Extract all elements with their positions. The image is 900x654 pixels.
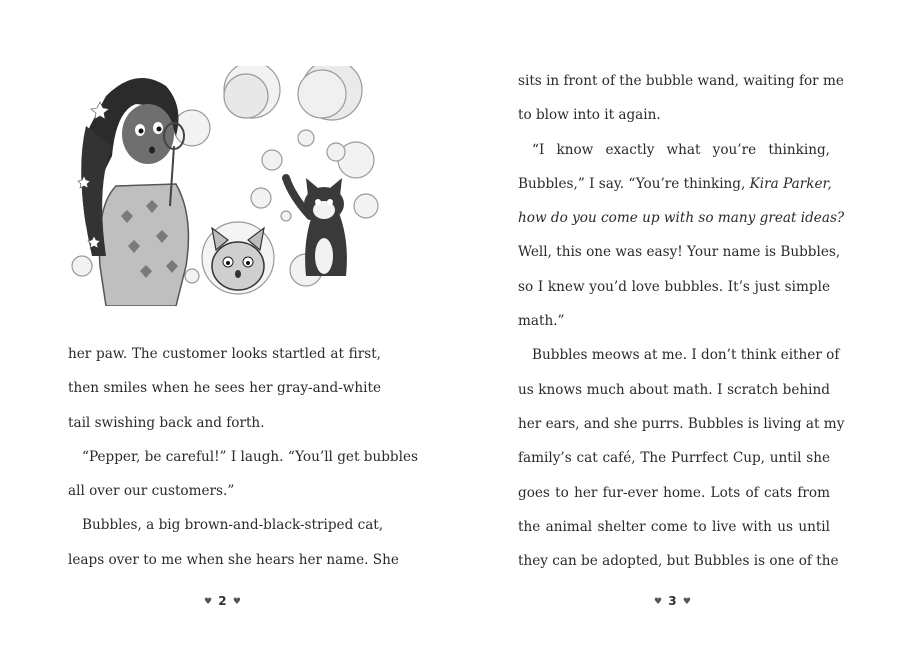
text-line: “I know exactly what you’re thinking, [532,141,830,158]
text-line: her paw. The customer looks startled at first, [68,346,381,362]
text-line: to blow into it again. [518,107,661,124]
heart-icon: ♥ [654,597,664,607]
heart-icon: ♥ [682,597,692,607]
right-page-text [518,64,845,578]
text-line: how do you come up with so many great ideas? [518,210,845,227]
left-page-text [68,337,418,577]
text-line: math.” [518,313,565,330]
text-line: Bubbles meows at me. I don’t think either of [532,347,840,364]
page-number-left [204,594,242,608]
text-line: “Pepper, be careful!” I laugh. “You’ll get bubbles [82,448,418,465]
text-line: tail swishing back and forth. [68,414,265,431]
text-line: the animal shelter come to live with us until [518,518,830,535]
text-line: Well, this one was easy! Your name is Bubbles, [518,244,841,261]
text-line: leaps over to me when she hears her name. She [68,551,399,568]
text-line: goes to her fur-ever home. Lots of cats from [518,484,830,501]
text-line: her ears, and she purrs. Bubbles is living at my [518,415,845,432]
text-line: so I knew you’d love bubbles. It’s just simple [518,278,830,295]
page-number-label: 3 [668,594,678,608]
girl-with-cats-and-bubbles-illustration [66,66,386,306]
text-line: Bubbles, a big brown-and-black-striped cat, [82,517,384,534]
text-line: family’s cat café, The Purrfect Cup, until she [518,450,830,467]
text-line: Bubbles,” I say. “You’re thinking, Kira Parker, [518,175,832,192]
text-line: all over our customers.” [68,483,235,500]
page-number-right [654,594,692,608]
heart-icon: ♥ [204,597,214,607]
text-line: they can be adopted, but Bubbles is one of the [518,553,839,570]
right-page [450,0,900,654]
text-line: us knows much about math. I scratch behind [518,381,830,398]
text-line: sits in front of the bubble wand, waiting for me [518,73,844,89]
page-number-label: 2 [218,594,228,608]
text-line: then smiles when he sees her gray-and-white [68,380,381,397]
heart-icon: ♥ [232,597,242,607]
